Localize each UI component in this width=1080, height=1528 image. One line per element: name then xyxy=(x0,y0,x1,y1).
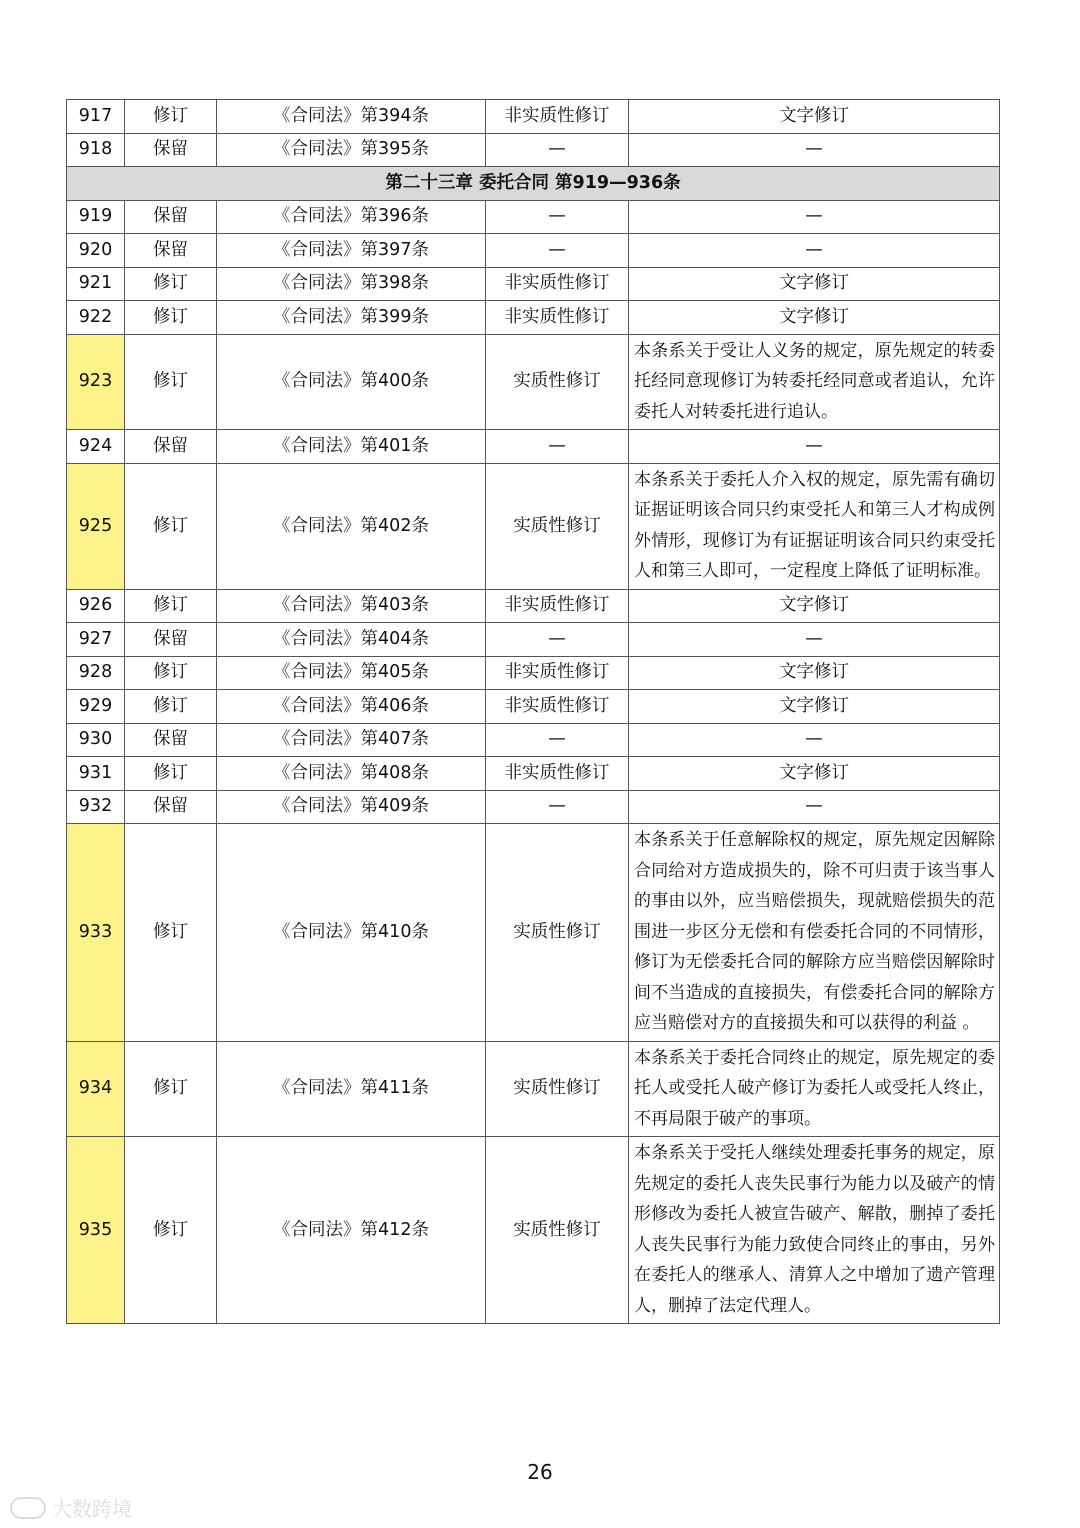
source-article-cell: 《合同法》第398条 xyxy=(217,267,486,301)
table-row xyxy=(67,100,1000,134)
article-number-cell: 933 xyxy=(67,824,125,1042)
source-article-cell: 《合同法》第405条 xyxy=(217,656,486,690)
table-row xyxy=(67,690,1000,724)
explanation-cell: — xyxy=(629,234,1000,268)
table-row xyxy=(67,656,1000,690)
watermark xyxy=(10,1493,132,1522)
page-number: 26 xyxy=(527,1460,553,1484)
table-row xyxy=(67,463,1000,589)
revision-nature-cell: — xyxy=(486,234,629,268)
article-number-cell: 917 xyxy=(67,100,125,134)
amendment-table xyxy=(66,99,1000,1324)
table-row xyxy=(67,234,1000,268)
revision-nature-cell: — xyxy=(486,133,629,167)
article-number-cell: 918 xyxy=(67,133,125,167)
source-article-cell: 《合同法》第396条 xyxy=(217,200,486,234)
explanation-cell: — xyxy=(629,790,1000,824)
source-article-cell: 《合同法》第404条 xyxy=(217,623,486,657)
article-number-cell: 923 xyxy=(67,334,125,430)
table-row xyxy=(67,824,1000,1042)
explanation-cell: — xyxy=(629,623,1000,657)
source-article-cell: 《合同法》第409条 xyxy=(217,790,486,824)
explanation-cell: 本条系关于委托人介入权的规定，原先需有确切证据证明该合同只约束受托人和第三人才构成例外情形，现修订为有证据证明该合同只约束受托人和第三人即可，一定程度上降低了证明标准。 xyxy=(629,463,1000,589)
revision-nature-cell: — xyxy=(486,430,629,464)
action-cell: 保留 xyxy=(125,723,217,757)
revision-nature-cell: 实质性修订 xyxy=(486,1041,629,1137)
source-article-cell: 《合同法》第401条 xyxy=(217,430,486,464)
source-article-cell: 《合同法》第402条 xyxy=(217,463,486,589)
explanation-cell: 本条系关于受让人义务的规定，原先规定的转委托经同意现修订为转委托经同意或者追认，允许委托人对转委托进行追认。 xyxy=(629,334,1000,430)
chapter-header-row xyxy=(67,167,1000,201)
table-row xyxy=(67,623,1000,657)
action-cell: 修订 xyxy=(125,334,217,430)
article-number-cell: 926 xyxy=(67,589,125,623)
source-article-cell: 《合同法》第400条 xyxy=(217,334,486,430)
article-number-cell: 927 xyxy=(67,623,125,657)
revision-nature-cell: 实质性修订 xyxy=(486,334,629,430)
action-cell: 修订 xyxy=(125,824,217,1042)
explanation-cell: 文字修订 xyxy=(629,301,1000,335)
article-number-cell: 932 xyxy=(67,790,125,824)
article-number-cell: 929 xyxy=(67,690,125,724)
source-article-cell: 《合同法》第406条 xyxy=(217,690,486,724)
source-article-cell: 《合同法》第395条 xyxy=(217,133,486,167)
table-row xyxy=(67,757,1000,791)
article-number-cell: 925 xyxy=(67,463,125,589)
explanation-cell: 文字修订 xyxy=(629,589,1000,623)
revision-nature-cell: 非实质性修订 xyxy=(486,589,629,623)
explanation-cell: — xyxy=(629,133,1000,167)
watermark-logo-icon xyxy=(10,1497,46,1519)
source-article-cell: 《合同法》第407条 xyxy=(217,723,486,757)
article-number-cell: 921 xyxy=(67,267,125,301)
table-body xyxy=(67,100,1000,1324)
explanation-cell: 文字修订 xyxy=(629,100,1000,134)
article-number-cell: 931 xyxy=(67,757,125,791)
action-cell: 修订 xyxy=(125,301,217,335)
action-cell: 修订 xyxy=(125,757,217,791)
explanation-cell: 本条系关于任意解除权的规定，原先规定因解除合同给对方造成损失的，除不可归责于该当事人的事由以外，应当赔偿损失，现就赔偿损失的范围进一步区分无偿和有偿委托合同的不同情形，修订为无偿委托合同的解除方应当赔偿因解除时间不当造成的直接损失，有偿委托合同的解除方应当赔偿对方的直接损失和可以获得的利益 。 xyxy=(629,824,1000,1042)
revision-nature-cell: 实质性修订 xyxy=(486,824,629,1042)
revision-nature-cell: 非实质性修订 xyxy=(486,100,629,134)
article-number-cell: 930 xyxy=(67,723,125,757)
revision-nature-cell: 实质性修订 xyxy=(486,463,629,589)
action-cell: 保留 xyxy=(125,623,217,657)
article-number-cell: 922 xyxy=(67,301,125,335)
explanation-cell: 文字修订 xyxy=(629,690,1000,724)
source-article-cell: 《合同法》第408条 xyxy=(217,757,486,791)
revision-nature-cell: — xyxy=(486,200,629,234)
chapter-title: 第二十三章 委托合同 第919—936条 xyxy=(67,167,1000,201)
action-cell: 保留 xyxy=(125,133,217,167)
article-number-cell: 935 xyxy=(67,1137,125,1324)
explanation-cell: 文字修订 xyxy=(629,267,1000,301)
revision-nature-cell: — xyxy=(486,790,629,824)
explanation-cell: 文字修订 xyxy=(629,656,1000,690)
action-cell: 保留 xyxy=(125,430,217,464)
source-article-cell: 《合同法》第397条 xyxy=(217,234,486,268)
revision-nature-cell: 非实质性修订 xyxy=(486,301,629,335)
action-cell: 保留 xyxy=(125,790,217,824)
source-article-cell: 《合同法》第403条 xyxy=(217,589,486,623)
explanation-cell: 本条系关于受托人继续处理委托事务的规定，原先规定的委托人丧失民事行为能力以及破产的情形修改为委托人被宣告破产、解散，删掉了委托人丧失民事行为能力致使合同终止的事由，另外在委托人的继承人、清算人之中增加了遗产管理人，删掉了法定代理人。 xyxy=(629,1137,1000,1324)
action-cell: 修订 xyxy=(125,589,217,623)
action-cell: 修订 xyxy=(125,267,217,301)
action-cell: 修订 xyxy=(125,1041,217,1137)
action-cell: 修订 xyxy=(125,1137,217,1324)
table-row xyxy=(67,790,1000,824)
table-row xyxy=(67,301,1000,335)
source-article-cell: 《合同法》第410条 xyxy=(217,824,486,1042)
table-row xyxy=(67,133,1000,167)
explanation-cell: 本条系关于委托合同终止的规定，原先规定的委托人或受托人破产修订为委托人或受托人终止，不再局限于破产的事项。 xyxy=(629,1041,1000,1137)
table-row xyxy=(67,589,1000,623)
explanation-cell: — xyxy=(629,430,1000,464)
source-article-cell: 《合同法》第394条 xyxy=(217,100,486,134)
table-row xyxy=(67,334,1000,430)
table-row xyxy=(67,723,1000,757)
revision-nature-cell: 非实质性修订 xyxy=(486,267,629,301)
revision-nature-cell: 实质性修订 xyxy=(486,1137,629,1324)
revision-nature-cell: — xyxy=(486,623,629,657)
action-cell: 修订 xyxy=(125,656,217,690)
table-row xyxy=(67,267,1000,301)
article-number-cell: 934 xyxy=(67,1041,125,1137)
source-article-cell: 《合同法》第399条 xyxy=(217,301,486,335)
action-cell: 保留 xyxy=(125,200,217,234)
source-article-cell: 《合同法》第411条 xyxy=(217,1041,486,1137)
watermark-text: 大数跨境 xyxy=(52,1497,132,1521)
action-cell: 修订 xyxy=(125,690,217,724)
table-row xyxy=(67,1137,1000,1324)
table-row xyxy=(67,200,1000,234)
action-cell: 修订 xyxy=(125,100,217,134)
explanation-cell: 文字修订 xyxy=(629,757,1000,791)
article-number-cell: 920 xyxy=(67,234,125,268)
table-row xyxy=(67,1041,1000,1137)
table-row xyxy=(67,430,1000,464)
article-number-cell: 919 xyxy=(67,200,125,234)
action-cell: 修订 xyxy=(125,463,217,589)
article-number-cell: 928 xyxy=(67,656,125,690)
article-number-cell: 924 xyxy=(67,430,125,464)
explanation-cell: — xyxy=(629,200,1000,234)
revision-nature-cell: 非实质性修订 xyxy=(486,690,629,724)
revision-nature-cell: — xyxy=(486,723,629,757)
action-cell: 保留 xyxy=(125,234,217,268)
revision-nature-cell: 非实质性修订 xyxy=(486,656,629,690)
source-article-cell: 《合同法》第412条 xyxy=(217,1137,486,1324)
revision-nature-cell: 非实质性修订 xyxy=(486,757,629,791)
explanation-cell: — xyxy=(629,723,1000,757)
